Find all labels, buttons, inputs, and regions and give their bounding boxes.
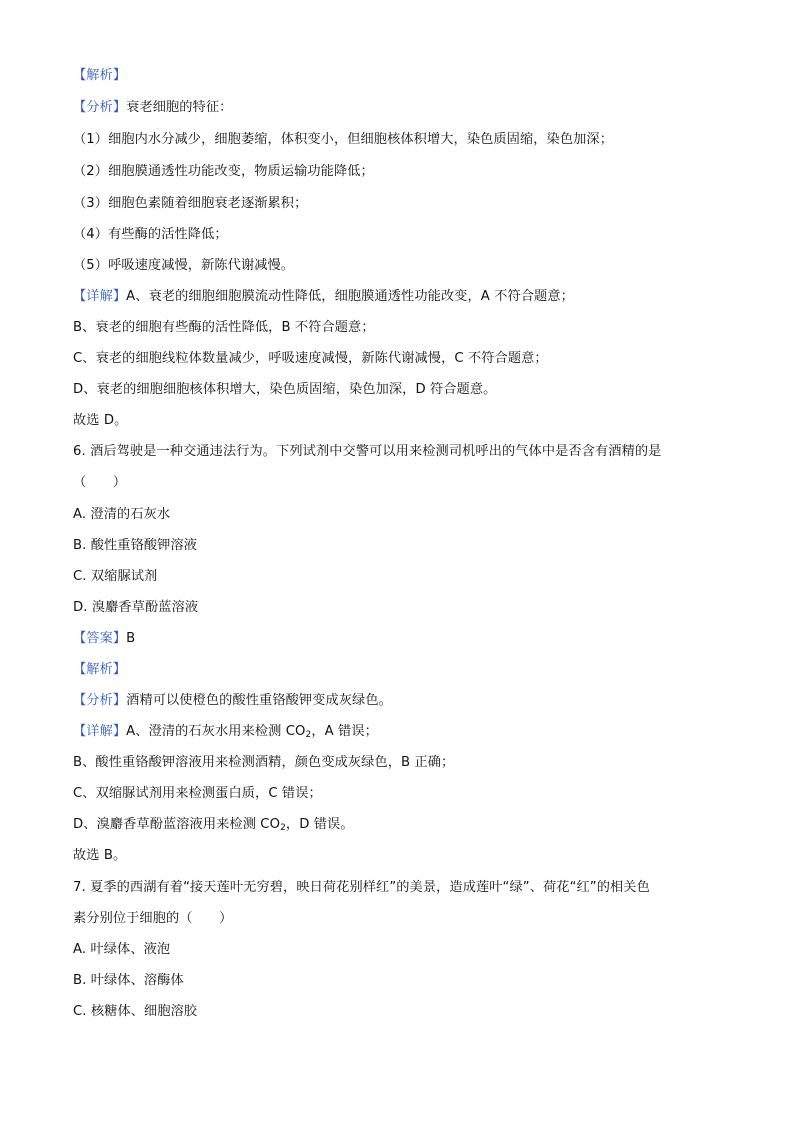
q7-option-c: C. 核糖体、细胞溶胶 <box>73 1004 198 1019</box>
answer-value: B <box>126 631 136 646</box>
q6-option-c: C. 双缩脲试剂 <box>73 569 158 584</box>
q6-conclusion: 故选 B。 <box>73 848 127 863</box>
q5-conclusion: 故选 D。 <box>73 413 128 428</box>
detail-tag: 【详解】 <box>73 724 127 739</box>
q7-option-b: B. 叶绿体、溶酶体 <box>73 973 184 988</box>
analysis-text: 衰老细胞的特征： <box>126 100 233 115</box>
detail-a-pre: A、澄清的石灰水用来检测 CO <box>126 724 306 739</box>
q5-detail-a <box>73 287 574 307</box>
q5-detail-d: D、衰老的细胞细胞核体积增大，染色质固缩，染色加深，D 符合题意。 <box>73 382 497 397</box>
q5-jiexi-heading: 【解析】 <box>73 68 127 83</box>
q5-point-3: （3）细胞色素随着细胞衰老逐渐累积； <box>73 196 308 211</box>
q5-analysis <box>73 98 232 118</box>
q6-option-d: D. 溴麝香草酚蓝溶液 <box>73 600 199 615</box>
q6-detail-d <box>73 815 354 835</box>
q7-stem-line-2: 素分别位于细胞的（ ） <box>73 911 233 926</box>
q6-answer <box>73 629 135 649</box>
q6-analysis <box>73 691 392 711</box>
q6-jiexi-heading: 【解析】 <box>73 662 127 677</box>
q7-stem-line-1: 7. 夏季的西湖有着“接天莲叶无穷碧，映日荷花别样红”的美景，造成莲叶“绿”、荷花“红”的相关色 <box>73 880 650 895</box>
q6-detail-a <box>73 722 378 742</box>
q5-point-5: （5）呼吸速度减慢，新陈代谢减慢。 <box>73 258 295 273</box>
analysis-tag: 【分析】 <box>73 100 127 115</box>
detail-a-text: A、衰老的细胞细胞膜流动性降低，细胞膜通透性功能改变，A 不符合题意； <box>126 289 574 304</box>
q6-detail-b: B、酸性重铬酸钾溶液用来检测酒精，颜色变成灰绿色，B 正确； <box>73 755 455 770</box>
answer-tag: 【答案】 <box>73 631 127 646</box>
subscript-2: 2 <box>280 823 286 833</box>
q5-detail-c: C、衰老的细胞线粒体数量减少，呼吸速度减慢，新陈代谢减慢，C 不符合题意； <box>73 351 548 366</box>
q6-paren: （ ） <box>73 475 127 490</box>
q5-point-2: （2）细胞膜通透性功能改变，物质运输功能降低； <box>73 164 374 179</box>
q5-point-1: （1）细胞内水分减少，细胞萎缩，体积变小，但细胞核体积增大，染色质固缩，染色加深； <box>73 132 613 147</box>
detail-d-pre: D、溴麝香草酚蓝溶液用来检测 CO <box>73 817 281 832</box>
subscript-2: 2 <box>305 730 312 740</box>
detail-d-post: ，D 错误。 <box>285 817 354 832</box>
q5-point-4: （4）有些酶的活性降低； <box>73 227 228 242</box>
q7-option-a: A. 叶绿体、液泡 <box>73 942 171 957</box>
analysis-text: 酒精可以使橙色的酸性重铬酸钾变成灰绿色。 <box>126 693 392 708</box>
q5-detail-b: B、衰老的细胞有些酶的活性降低，B 不符合题意； <box>73 320 375 335</box>
detail-a-post: ，A 错误； <box>311 724 378 739</box>
q6-option-a: A. 澄清的石灰水 <box>73 507 171 522</box>
q6-detail-c: C、双缩脲试剂用来检测蛋白质，C 错误； <box>73 786 322 801</box>
q6-stem: 6. 酒后驾驶是一种交通违法行为。下列试剂中交警可以用来检测司机呼出的气体中是否含有酒精的是 <box>73 444 662 459</box>
q6-option-b: B. 酸性重铬酸钾溶液 <box>73 538 198 553</box>
detail-tag: 【详解】 <box>73 289 127 304</box>
analysis-tag: 【分析】 <box>73 693 127 708</box>
